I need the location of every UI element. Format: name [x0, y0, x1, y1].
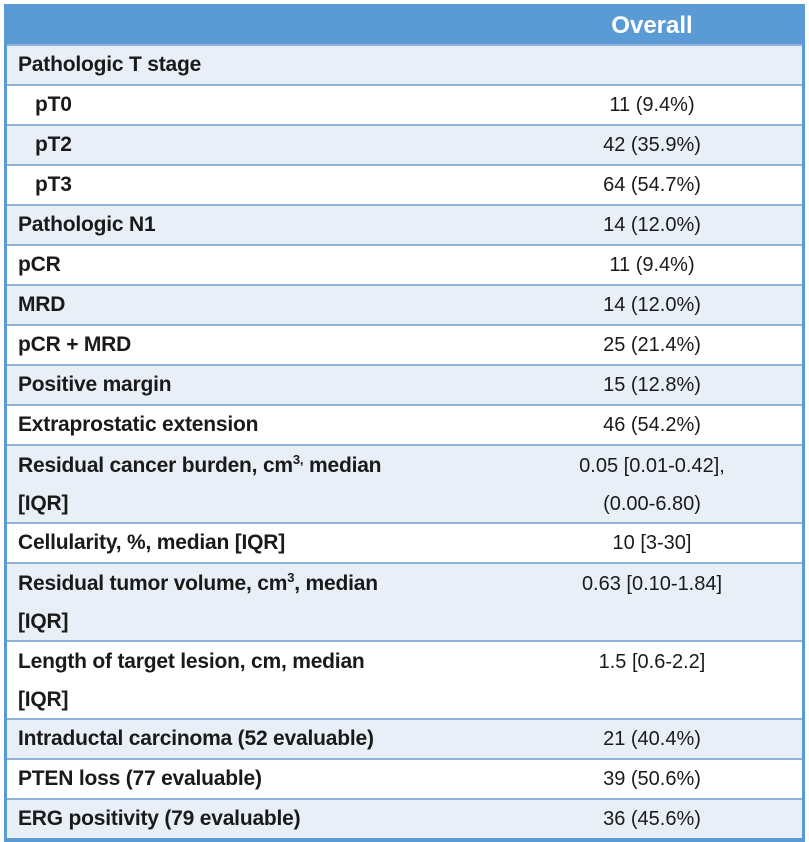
- row-label: pCR: [7, 245, 502, 285]
- row-label: pT0: [7, 85, 502, 125]
- row-pcr: [7, 245, 802, 285]
- row-label: Pathologic N1: [7, 205, 502, 245]
- row-value: 42 (35.9%): [502, 125, 802, 165]
- label-line-1: Length of target lesion, cm, median: [18, 650, 365, 673]
- row-pathologic-t-stage: [7, 45, 802, 85]
- row-pcr-plus-mrd: [7, 325, 802, 365]
- row-positive-margin: [7, 365, 802, 405]
- row-label: [7, 445, 502, 523]
- row-label: Pathologic T stage: [7, 45, 502, 85]
- superscript: 3: [287, 570, 295, 585]
- row-label: ERG positivity (79 evaluable): [7, 799, 502, 838]
- row-pt0: [7, 85, 802, 125]
- row-label: Intraductal carcinoma (52 evaluable): [7, 719, 502, 759]
- row-cellularity: [7, 523, 802, 563]
- row-value: 14 (12.0%): [502, 285, 802, 325]
- row-value: [502, 641, 802, 719]
- header-empty-cell: [7, 7, 502, 45]
- label-line-2: [IQR]: [18, 688, 69, 711]
- pathology-outcomes-table: [7, 7, 802, 838]
- row-value: 10 [3-30]: [502, 523, 802, 563]
- label-line-1: Residual tumor volume, $cm^3$, median: [18, 570, 378, 595]
- row-pathologic-n1: [7, 205, 802, 245]
- row-value: 36 (45.6%): [502, 799, 802, 838]
- row-pt2: [7, 125, 802, 165]
- superscript: 3,: [292, 452, 304, 467]
- label-line-2: [IQR]: [18, 610, 69, 633]
- row-label: [7, 563, 502, 641]
- row-value: 11 (9.4%): [502, 85, 802, 125]
- row-label: Cellularity, %, median [IQR]: [7, 523, 502, 563]
- value-line-1: 1.5 [0.6-2.2]: [598, 651, 706, 673]
- row-value: 14 (12.0%): [502, 205, 802, 245]
- row-value: 15 (12.8%): [502, 365, 802, 405]
- row-label: PTEN loss (77 evaluable): [7, 759, 502, 799]
- row-label: pCR + MRD: [7, 325, 502, 365]
- row-value: 21 (40.4%): [502, 719, 802, 759]
- row-value: 25 (21.4%): [502, 325, 802, 365]
- row-extraprostatic-extension: [7, 405, 802, 445]
- row-label: Extraprostatic extension: [7, 405, 502, 445]
- row-value: [502, 445, 802, 523]
- value-line-1: 0.63 [0.10-1.84]: [581, 573, 723, 595]
- value-line-1: 0.05 [0.01-0.42],: [579, 455, 725, 477]
- row-value: [502, 45, 802, 85]
- row-label: Positive margin: [7, 365, 502, 405]
- row-value: 46 (54.2%): [502, 405, 802, 445]
- overall-column-header: Overall: [502, 7, 802, 45]
- clinical-results-table: [4, 4, 805, 842]
- row-value: 11 (9.4%): [502, 245, 802, 285]
- row-erg-positivity: [7, 799, 802, 838]
- row-value: 39 (50.6%): [502, 759, 802, 799]
- value-line-2: (0.00-6.80): [603, 493, 701, 515]
- row-label: pT3: [7, 165, 502, 205]
- row-label: MRD: [7, 285, 502, 325]
- row-length-of-target-lesion: [7, 641, 802, 719]
- header-row: [7, 7, 802, 45]
- row-label: pT2: [7, 125, 502, 165]
- row-pt3: [7, 165, 802, 205]
- row-residual-tumor-volume: [7, 563, 802, 641]
- row-label: [7, 641, 502, 719]
- row-intraductal-carcinoma: [7, 719, 802, 759]
- row-value: [502, 563, 802, 641]
- row-residual-cancer-burden: [7, 445, 802, 523]
- label-line-1: Residual cancer burden, $cm^{3,}$ median: [18, 452, 382, 477]
- row-mrd: [7, 285, 802, 325]
- row-value: 64 (54.7%): [502, 165, 802, 205]
- label-line-2: [IQR]: [18, 492, 69, 515]
- row-pten-loss: [7, 759, 802, 799]
